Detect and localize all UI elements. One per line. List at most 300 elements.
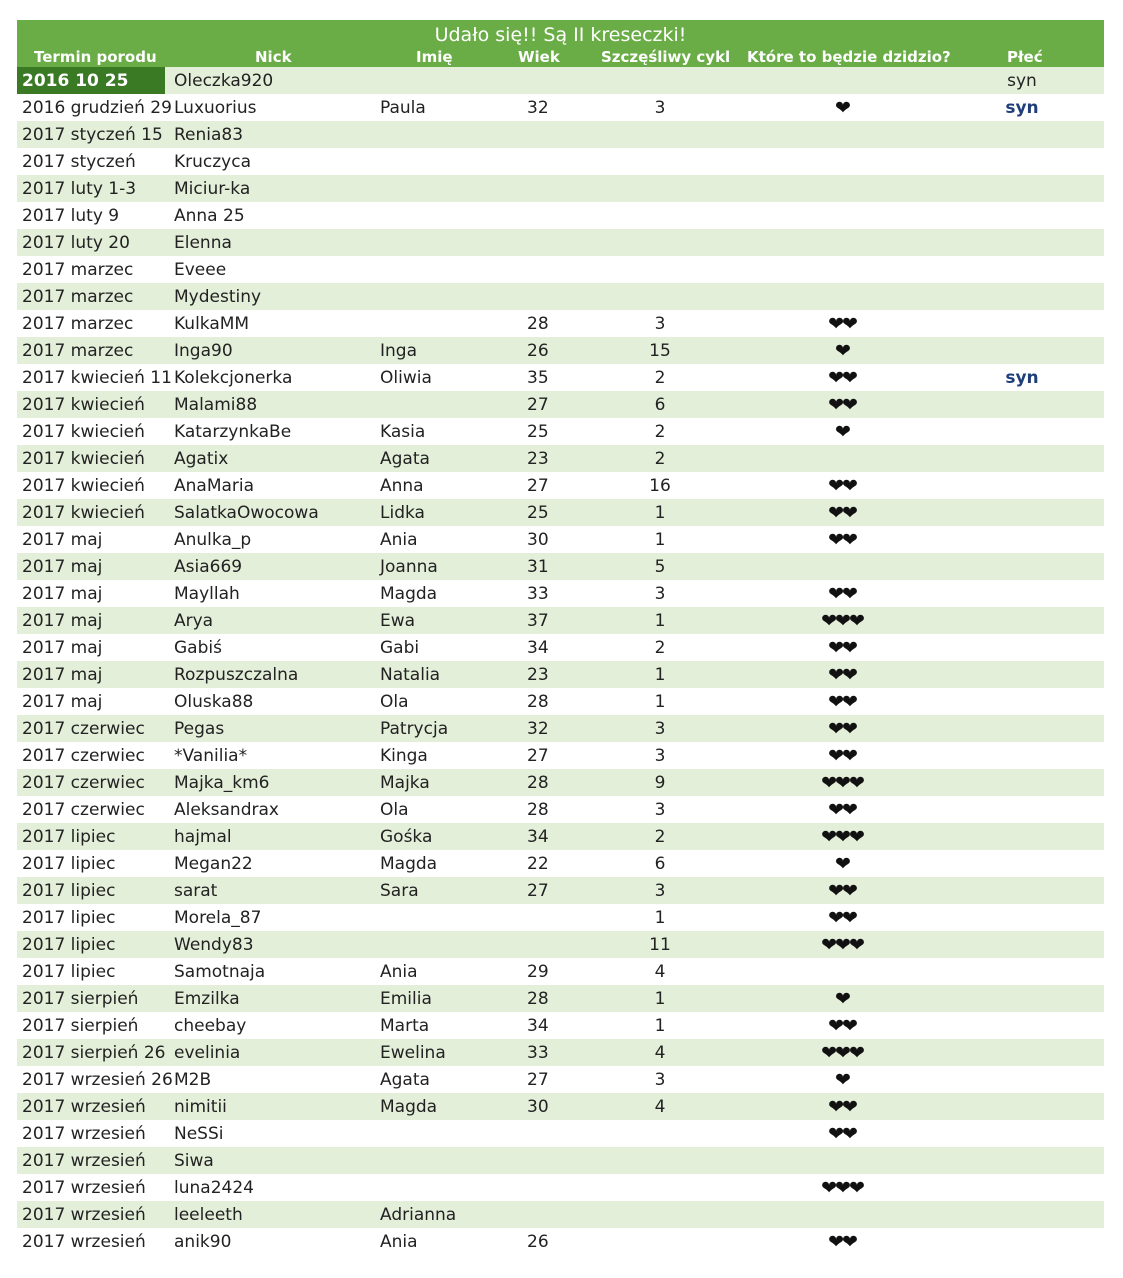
cell-termin: 2017 marzec (22, 287, 134, 307)
cell-plec (997, 580, 1047, 607)
cell-termin: 2017 lipiec (22, 935, 116, 955)
cell-wiek: 34 (527, 1016, 549, 1036)
cell-cykl: 3 (654, 881, 666, 901)
cell-cykl (649, 121, 671, 148)
cell-termin: 2017 wrzesień (22, 1232, 146, 1252)
cell-nick: Wendy83 (174, 935, 254, 955)
cell-wiek: 28 (527, 773, 549, 793)
cell-cykl: 16 (649, 476, 671, 496)
table-row (17, 121, 1104, 148)
cell-plec (997, 1147, 1047, 1174)
cell-imie: Natalia (380, 665, 441, 685)
cell-imie: Anna (380, 476, 424, 496)
table-row (17, 472, 1104, 499)
cell-plec (997, 472, 1047, 499)
cell-nick: Agatix (174, 449, 229, 469)
cell-nick: Aleksandrax (174, 800, 279, 820)
cell-imie: Ania (380, 1232, 418, 1252)
cell-wiek: 28 (527, 800, 549, 820)
cell-nick: Siwa (174, 1151, 214, 1171)
cell-termin: 2017 luty 9 (22, 206, 120, 226)
table-row (17, 580, 1104, 607)
cell-imie: Agata (380, 1070, 430, 1090)
cell-termin: 2017 lipiec (22, 881, 116, 901)
cell-cykl: 1 (654, 692, 666, 712)
cell-nick: Malami88 (174, 395, 258, 415)
cell-nick: Anulka_p (174, 530, 252, 550)
cell-plec (997, 931, 1047, 958)
cell-wiek: 26 (527, 341, 549, 361)
cell-wiek: 28 (527, 692, 549, 712)
cell-nick: Megan22 (174, 854, 253, 874)
cell-nick: M2B (174, 1070, 212, 1090)
cell-plec (997, 850, 1047, 877)
cell-plec (997, 688, 1047, 715)
cell-wiek (527, 202, 549, 229)
cell-cykl: 3 (654, 746, 666, 766)
cell-plec (997, 1012, 1047, 1039)
cell-termin: 2017 luty 20 (22, 233, 130, 253)
cell-cykl (649, 1147, 671, 1174)
cell-imie: Ewelina (380, 1043, 446, 1063)
table-row (17, 229, 1104, 256)
table-row (17, 1093, 1104, 1120)
table-row (17, 877, 1104, 904)
cell-imie: Lidka (380, 503, 425, 523)
cell-plec (997, 202, 1047, 229)
table-row (17, 607, 1104, 634)
cell-plec (997, 391, 1047, 418)
table-row (17, 283, 1104, 310)
cell-imie: Gabi (380, 638, 420, 658)
cell-plec (997, 283, 1047, 310)
cell-nick: KulkaMM (174, 314, 250, 334)
hearts-icon (757, 175, 927, 202)
cell-plec (997, 958, 1047, 985)
cell-wiek (527, 67, 549, 94)
hearts-icon (757, 121, 927, 148)
header-imie: Imię (416, 48, 453, 66)
cell-plec (997, 229, 1047, 256)
cell-imie: Magda (380, 854, 438, 874)
cell-imie: Ola (380, 692, 409, 712)
cell-imie: Paula (380, 98, 426, 118)
cell-cykl: 6 (654, 395, 666, 415)
cell-nick: Oleczka920 (174, 71, 274, 91)
cell-nick: sarat (174, 881, 218, 901)
cell-imie: Ania (380, 962, 418, 982)
cell-wiek (527, 148, 549, 175)
cell-wiek (527, 283, 549, 310)
cell-cykl: 1 (654, 611, 666, 631)
hearts-icon: ❤❤ (828, 880, 856, 902)
header-termin: Termin porodu (34, 48, 157, 66)
cell-plec (997, 985, 1047, 1012)
cell-cykl: 3 (654, 800, 666, 820)
cell-plec: syn (1007, 71, 1037, 91)
hearts-icon (757, 148, 927, 175)
hearts-icon: ❤❤ (828, 1015, 856, 1037)
cell-wiek: 26 (527, 1232, 549, 1252)
header-row (17, 47, 1104, 67)
cell-wiek (527, 931, 549, 958)
table-row (17, 364, 1104, 391)
cell-termin: 2016 10 25 (17, 67, 165, 94)
cell-plec (997, 1174, 1047, 1201)
hearts-icon: ❤❤ (828, 367, 856, 389)
cell-nick: AnaMaria (174, 476, 255, 496)
cell-imie: Oliwia (380, 368, 432, 388)
cell-nick: Morela_87 (174, 908, 262, 928)
cell-cykl: 1 (654, 989, 666, 1009)
cell-nick: Anna 25 (174, 206, 245, 226)
hearts-icon: ❤❤ (828, 1123, 856, 1145)
spreadsheet-table (17, 20, 1104, 1255)
hearts-icon: ❤❤ (828, 691, 856, 713)
cell-wiek: 30 (527, 530, 549, 550)
cell-plec (997, 499, 1047, 526)
cell-plec (997, 742, 1047, 769)
cell-nick: Samotnaja (174, 962, 266, 982)
cell-wiek (527, 256, 549, 283)
cell-cykl: 1 (654, 503, 666, 523)
cell-cykl (649, 1228, 671, 1255)
cell-wiek: 37 (527, 611, 549, 631)
cell-cykl: 1 (654, 530, 666, 550)
table-row (17, 1120, 1104, 1147)
cell-nick: SalatkaOwocowa (174, 503, 319, 523)
cell-nick: Eveee (174, 260, 227, 280)
hearts-icon: ❤❤ (828, 394, 856, 416)
cell-imie: Joanna (380, 557, 438, 577)
cell-nick: evelinia (174, 1043, 241, 1063)
hearts-icon (757, 445, 927, 472)
cell-cykl: 4 (654, 1043, 666, 1063)
cell-imie: Magda (380, 1097, 438, 1117)
cell-nick: anik90 (174, 1232, 232, 1252)
cell-nick: Mayllah (174, 584, 240, 604)
cell-cykl: 2 (654, 638, 666, 658)
cell-termin: 2017 kwiecień (22, 395, 145, 415)
table-row (17, 904, 1104, 931)
hearts-icon (757, 202, 927, 229)
cell-cykl: 9 (654, 773, 666, 793)
table-body (17, 67, 1104, 1255)
cell-plec (997, 337, 1047, 364)
hearts-icon: ❤❤ (828, 1231, 856, 1253)
hearts-icon: ❤❤ (828, 502, 856, 524)
hearts-icon: ❤❤ (828, 799, 856, 821)
cell-wiek: 32 (527, 719, 549, 739)
hearts-icon: ❤❤❤ (821, 826, 863, 848)
cell-cykl: 11 (649, 935, 671, 955)
cell-wiek (527, 175, 549, 202)
cell-wiek: 23 (527, 665, 549, 685)
cell-wiek: 25 (527, 422, 549, 442)
cell-plec (997, 418, 1047, 445)
cell-wiek: 27 (527, 1070, 549, 1090)
hearts-icon (757, 283, 927, 310)
cell-nick: Kruczyca (174, 152, 252, 172)
table-row (17, 931, 1104, 958)
cell-nick: Asia669 (174, 557, 243, 577)
cell-nick: Kolekcjonerka (174, 368, 293, 388)
hearts-icon: ❤❤ (828, 583, 856, 605)
cell-imie: Ania (380, 530, 418, 550)
cell-wiek (527, 1120, 549, 1147)
cell-termin: 2017 maj (22, 584, 103, 604)
cell-termin: 2017 lipiec (22, 854, 116, 874)
cell-termin: 2017 czerwiec (22, 746, 145, 766)
cell-cykl: 2 (654, 422, 666, 442)
table-row (17, 1039, 1104, 1066)
hearts-icon: ❤ (835, 340, 849, 362)
hearts-icon: ❤ (835, 97, 849, 119)
cell-wiek: 27 (527, 476, 549, 496)
cell-termin: 2017 maj (22, 530, 103, 550)
hearts-icon: ❤❤ (828, 907, 856, 929)
cell-plec (997, 310, 1047, 337)
cell-cykl: 2 (654, 827, 666, 847)
cell-termin: 2017 styczeń 15 (22, 125, 163, 145)
cell-cykl: 3 (654, 1070, 666, 1090)
table-row (17, 985, 1104, 1012)
cell-cykl (649, 256, 671, 283)
hearts-icon (757, 553, 927, 580)
cell-wiek: 23 (527, 449, 549, 469)
table-row (17, 1228, 1104, 1255)
table-row (17, 1147, 1104, 1174)
cell-imie: Sara (380, 881, 419, 901)
cell-termin: 2017 wrzesień 26 (22, 1070, 173, 1090)
table-row (17, 634, 1104, 661)
cell-plec: syn (1005, 368, 1039, 388)
cell-termin: 2017 lipiec (22, 827, 116, 847)
table-row (17, 175, 1104, 202)
cell-plec (997, 1093, 1047, 1120)
cell-nick: Oluska88 (174, 692, 254, 712)
hearts-icon (757, 67, 927, 94)
hearts-icon (757, 256, 927, 283)
cell-wiek (527, 1174, 549, 1201)
cell-imie: Inga (380, 341, 417, 361)
cell-cykl (649, 202, 671, 229)
cell-wiek (527, 1201, 549, 1228)
table-row (17, 1066, 1104, 1093)
cell-termin: 2017 sierpień (22, 1016, 139, 1036)
table-row (17, 1012, 1104, 1039)
table-row (17, 256, 1104, 283)
header-plec: Płeć (1007, 48, 1043, 66)
cell-plec (997, 256, 1047, 283)
cell-imie: Marta (380, 1016, 430, 1036)
cell-cykl: 6 (654, 854, 666, 874)
cell-cykl (649, 1201, 671, 1228)
cell-cykl: 4 (654, 1097, 666, 1117)
cell-termin: 2017 czerwiec (22, 773, 145, 793)
cell-wiek: 34 (527, 638, 549, 658)
cell-termin: 2017 wrzesień (22, 1178, 146, 1198)
cell-plec (997, 175, 1047, 202)
cell-cykl: 3 (654, 314, 666, 334)
cell-termin: 2017 marzec (22, 341, 134, 361)
cell-nick: Miciur-ka (174, 179, 251, 199)
hearts-icon: ❤❤ (828, 475, 856, 497)
cell-plec (997, 715, 1047, 742)
cell-termin: 2017 wrzesień (22, 1205, 146, 1225)
cell-plec (997, 121, 1047, 148)
cell-plec (997, 634, 1047, 661)
cell-plec (997, 796, 1047, 823)
table-row (17, 499, 1104, 526)
cell-cykl: 1 (654, 1016, 666, 1036)
table-row (17, 850, 1104, 877)
cell-nick: NeSSi (174, 1124, 224, 1144)
cell-imie: Magda (380, 584, 438, 604)
hearts-icon (757, 958, 927, 985)
cell-wiek (527, 1147, 549, 1174)
cell-termin: 2017 kwiecień (22, 503, 145, 523)
cell-plec (997, 823, 1047, 850)
cell-wiek: 31 (527, 557, 549, 577)
cell-wiek: 27 (527, 746, 549, 766)
cell-imie: Adrianna (380, 1205, 457, 1225)
table-row (17, 67, 1104, 94)
cell-wiek (527, 121, 549, 148)
cell-imie: Emilia (380, 989, 432, 1009)
hearts-icon: ❤ (835, 853, 849, 875)
hearts-icon (757, 229, 927, 256)
cell-termin: 2017 sierpień (22, 989, 139, 1009)
cell-cykl: 2 (654, 368, 666, 388)
cell-nick: KatarzynkaBe (174, 422, 292, 442)
hearts-icon: ❤❤ (828, 718, 856, 740)
table-row (17, 958, 1104, 985)
cell-wiek: 33 (527, 584, 549, 604)
cell-nick: Pegas (174, 719, 225, 739)
cell-wiek: 34 (527, 827, 549, 847)
cell-termin: 2017 luty 1-3 (22, 179, 137, 199)
cell-termin: 2017 maj (22, 665, 103, 685)
cell-wiek: 22 (527, 854, 549, 874)
cell-cykl (649, 283, 671, 310)
cell-termin: 2017 wrzesień (22, 1124, 146, 1144)
cell-wiek: 27 (527, 881, 549, 901)
cell-wiek: 28 (527, 989, 549, 1009)
hearts-icon: ❤❤❤ (821, 610, 863, 632)
cell-termin: 2017 marzec (22, 260, 134, 280)
cell-nick: Renia83 (174, 125, 244, 145)
header-cykl: Szczęśliwy cykl (601, 48, 731, 66)
cell-cykl: 4 (654, 962, 666, 982)
cell-plec (997, 904, 1047, 931)
cell-termin: 2016 grudzień 29 (22, 98, 172, 118)
table-row (17, 715, 1104, 742)
cell-wiek: 27 (527, 395, 549, 415)
cell-nick: hajmal (174, 827, 232, 847)
cell-nick: Rozpuszczalna (174, 665, 299, 685)
table-row (17, 688, 1104, 715)
cell-nick: leeleeth (174, 1205, 243, 1225)
table-row (17, 769, 1104, 796)
cell-termin: 2017 kwiecień (22, 422, 145, 442)
hearts-icon: ❤❤ (828, 313, 856, 335)
cell-cykl (649, 1174, 671, 1201)
cell-nick: luna2424 (174, 1178, 254, 1198)
cell-imie: Kasia (380, 422, 426, 442)
cell-cykl (649, 229, 671, 256)
table-row (17, 94, 1104, 121)
table-row (17, 445, 1104, 472)
cell-nick: Mydestiny (174, 287, 262, 307)
hearts-icon: ❤ (835, 988, 849, 1010)
cell-cykl: 5 (654, 557, 666, 577)
cell-nick: nimitii (174, 1097, 227, 1117)
cell-termin: 2017 wrzesień (22, 1097, 146, 1117)
cell-cykl: 15 (649, 341, 671, 361)
cell-imie: Gośka (380, 827, 433, 847)
hearts-icon: ❤❤ (828, 745, 856, 767)
cell-termin: 2017 styczeń (22, 152, 136, 172)
cell-wiek (527, 904, 549, 931)
cell-wiek: 25 (527, 503, 549, 523)
cell-plec (997, 607, 1047, 634)
header-wiek: Wiek (518, 48, 560, 66)
cell-nick: *Vanilia* (174, 746, 248, 766)
table-row (17, 202, 1104, 229)
hearts-icon: ❤❤ (828, 637, 856, 659)
cell-wiek: 35 (527, 368, 549, 388)
hearts-icon: ❤❤ (828, 664, 856, 686)
cell-cykl: 3 (654, 98, 666, 118)
cell-plec (997, 1120, 1047, 1147)
table-row (17, 1201, 1104, 1228)
table-row (17, 391, 1104, 418)
table-row (17, 553, 1104, 580)
cell-cykl: 2 (654, 449, 666, 469)
hearts-icon: ❤ (835, 421, 849, 443)
cell-cykl (649, 148, 671, 175)
cell-wiek: 33 (527, 1043, 549, 1063)
cell-nick: Emzilka (174, 989, 240, 1009)
hearts-icon: ❤❤❤ (821, 1177, 863, 1199)
cell-wiek (527, 229, 549, 256)
cell-wiek: 30 (527, 1097, 549, 1117)
cell-plec (997, 526, 1047, 553)
hearts-icon: ❤❤ (828, 1096, 856, 1118)
table-row (17, 796, 1104, 823)
cell-nick: Inga90 (174, 341, 233, 361)
cell-imie: Agata (380, 449, 430, 469)
cell-plec (997, 877, 1047, 904)
cell-nick: Elenna (174, 233, 232, 253)
cell-cykl: 3 (654, 719, 666, 739)
cell-termin: 2017 maj (22, 692, 103, 712)
cell-termin: 2017 maj (22, 638, 103, 658)
cell-cykl: 1 (654, 665, 666, 685)
cell-termin: 2017 czerwiec (22, 800, 145, 820)
cell-nick: Luxuorius (174, 98, 257, 118)
hearts-icon: ❤ (835, 1069, 849, 1091)
cell-termin: 2017 lipiec (22, 908, 116, 928)
cell-plec (997, 445, 1047, 472)
table-row (17, 526, 1104, 553)
cell-plec: syn (1005, 98, 1039, 118)
cell-termin: 2017 kwiecień (22, 476, 145, 496)
cell-imie: Patrycja (380, 719, 449, 739)
cell-imie: Majka (380, 773, 430, 793)
table-row (17, 310, 1104, 337)
